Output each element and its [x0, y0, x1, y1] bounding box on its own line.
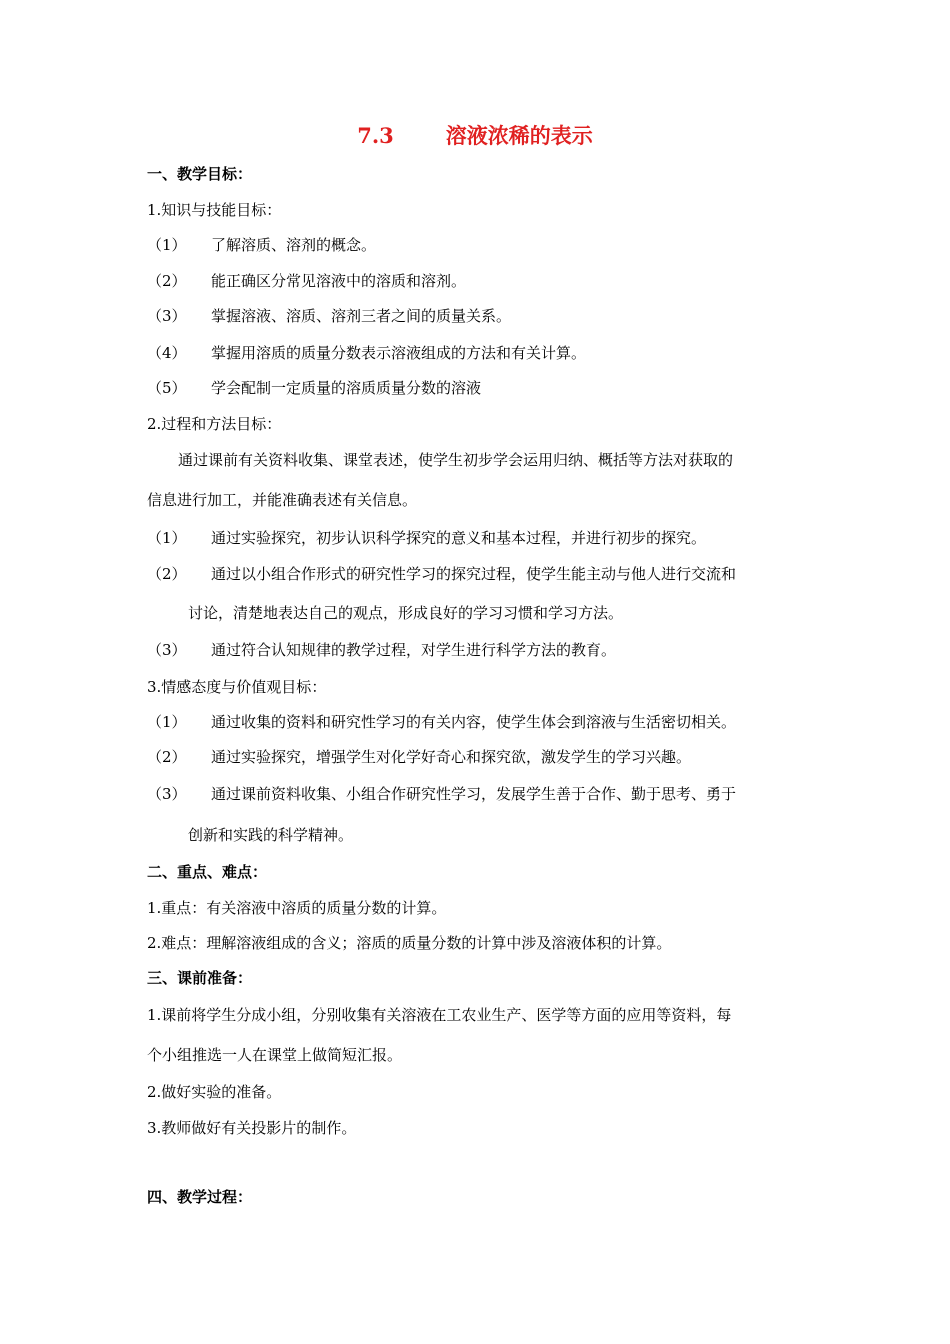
section-heading: 三、课前准备： [147, 969, 253, 987]
list-item: （1） 通过实验探究，初步认识科学探究的意义和基本过程，并进行初步的探究。 [147, 529, 707, 547]
paragraph-line: 1.课前将学生分成小组，分别收集有关溶液在工农业生产、医学等方面的应用等资料，每 [147, 1006, 732, 1024]
section-heading: 四、教学过程： [147, 1188, 253, 1206]
list-item-continuation: 创新和实践的科学精神。 [188, 826, 354, 844]
paragraph-line: 1.重点：有关溶液中溶质的质量分数的计算。 [147, 899, 447, 917]
subsection-label: 2.过程和方法目标： [147, 415, 282, 433]
section-heading: 二、重点、难点： [147, 863, 268, 881]
paragraph-line: 个小组推选一人在课堂上做简短汇报。 [147, 1046, 403, 1064]
list-item: （2） 通过以小组合作形式的研究性学习的探究过程，使学生能主动与他人进行交流和 [147, 565, 737, 583]
list-item: （3） 通过符合认知规律的教学过程，对学生进行科学方法的教育。 [147, 641, 617, 659]
section-heading: 一、教学目标： [147, 165, 253, 183]
list-item: （1） 了解溶质、溶剂的概念。 [147, 236, 377, 254]
list-item: （2） 能正确区分常见溶液中的溶质和溶剂。 [147, 272, 467, 290]
list-item: （2） 通过实验探究，增强学生对化学好奇心和探究欲，激发学生的学习兴趣。 [147, 748, 692, 766]
paragraph-line: 2.做好实验的准备。 [147, 1083, 282, 1101]
list-item: （3） 通过课前资料收集、小组合作研究性学习，发展学生善于合作、勤于思考、勇于 [147, 785, 737, 803]
paragraph-line: 3.教师做好有关投影片的制作。 [147, 1119, 357, 1137]
title-text: 溶液浓稀的表示 [445, 123, 593, 148]
list-item: （4） 掌握用溶质的质量分数表示溶液组成的方法和有关计算。 [147, 344, 587, 362]
list-item-continuation: 讨论，清楚地表达自己的观点，形成良好的学习习惯和学习方法。 [188, 604, 624, 622]
list-item: （1） 通过收集的资料和研究性学习的有关内容，使学生体会到溶液与生活密切相关。 [147, 713, 737, 731]
list-item: （5） 学会配制一定质量的溶质质量分数的溶液 [147, 379, 482, 397]
subsection-label: 1.知识与技能目标： [147, 201, 282, 219]
document-title [0, 120, 950, 150]
paragraph-line: 通过课前有关资料收集、课堂表述，使学生初步学会运用归纳、概括等方法对获取的 [178, 451, 734, 469]
subsection-label: 3.情感态度与价值观目标： [147, 678, 327, 696]
list-item: （3） 掌握溶液、溶质、溶剂三者之间的质量关系。 [147, 307, 512, 325]
paragraph-line: 2.难点：理解溶液组成的含义；溶质的质量分数的计算中涉及溶液体积的计算。 [147, 934, 672, 952]
title-number: 7.3 [357, 123, 394, 148]
paragraph-line: 信息进行加工，并能准确表述有关信息。 [147, 491, 418, 509]
